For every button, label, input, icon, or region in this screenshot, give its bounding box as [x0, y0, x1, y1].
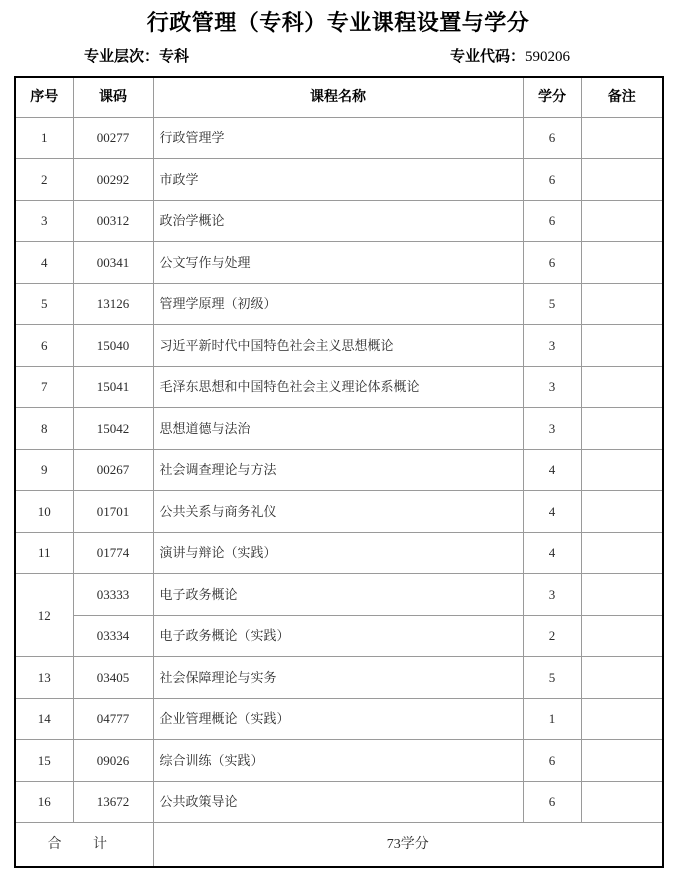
- major-code-field: [450, 46, 570, 68]
- cell-name: 行政管理学: [153, 117, 523, 159]
- cell-credit: 4: [523, 449, 581, 491]
- cell-credit: 5: [523, 283, 581, 325]
- cell-credit: 4: [523, 491, 581, 533]
- cell-code: 09026: [73, 740, 153, 782]
- cell-code: 00292: [73, 159, 153, 201]
- column-header-name: 课程名称: [153, 77, 523, 117]
- cell-index: 4: [15, 242, 73, 284]
- cell-credit: 2: [523, 615, 581, 657]
- cell-index: 5: [15, 283, 73, 325]
- cell-name: 习近平新时代中国特色社会主义思想概论: [153, 325, 523, 367]
- column-header-index: 序号: [15, 77, 73, 117]
- cell-name: 毛泽东思想和中国特色社会主义理论体系概论: [153, 366, 523, 408]
- major-level-label: 专业层次：: [84, 49, 160, 65]
- cell-index: 9: [15, 449, 73, 491]
- cell-index: 2: [15, 159, 73, 201]
- table-row: [15, 200, 663, 242]
- major-level-field: [84, 46, 189, 68]
- cell-code: 01701: [73, 491, 153, 533]
- cell-credit: 6: [523, 242, 581, 284]
- table-row: [15, 242, 663, 284]
- cell-credit: 6: [523, 117, 581, 159]
- cell-remark: [581, 491, 663, 533]
- cell-code: 03334: [73, 615, 153, 657]
- cell-remark: [581, 698, 663, 740]
- table-header-row: [15, 77, 663, 117]
- cell-credit: 3: [523, 408, 581, 450]
- cell-index: 1: [15, 117, 73, 159]
- cell-remark: [581, 449, 663, 491]
- cell-name: 社会调查理论与方法: [153, 449, 523, 491]
- cell-remark: [581, 117, 663, 159]
- cell-name: 市政学: [153, 159, 523, 201]
- column-header-code: 课码: [73, 77, 153, 117]
- cell-code: 13126: [73, 283, 153, 325]
- cell-remark: [581, 283, 663, 325]
- cell-code: 00277: [73, 117, 153, 159]
- course-table-foot: [15, 823, 663, 867]
- table-row: [15, 449, 663, 491]
- cell-remark: [581, 242, 663, 284]
- table-row: [15, 366, 663, 408]
- cell-remark: [581, 159, 663, 201]
- cell-name: 思想道德与法治: [153, 408, 523, 450]
- cell-index: 8: [15, 408, 73, 450]
- cell-remark: [581, 200, 663, 242]
- cell-index: 13: [15, 657, 73, 699]
- cell-code: 00341: [73, 242, 153, 284]
- cell-credit: 6: [523, 740, 581, 782]
- cell-code: 15042: [73, 408, 153, 450]
- cell-index: 10: [15, 491, 73, 533]
- cell-remark: [581, 532, 663, 574]
- table-row: [15, 283, 663, 325]
- cell-name: 政治学概论: [153, 200, 523, 242]
- cell-index: 11: [15, 532, 73, 574]
- cell-remark: [581, 408, 663, 450]
- cell-credit: 6: [523, 200, 581, 242]
- cell-code: 15040: [73, 325, 153, 367]
- cell-credit: 4: [523, 532, 581, 574]
- cell-index: 7: [15, 366, 73, 408]
- major-level-value: 专科: [159, 49, 190, 65]
- table-row: [15, 740, 663, 782]
- table-row: [15, 117, 663, 159]
- table-row: [15, 781, 663, 823]
- cell-name: 电子政务概论: [153, 574, 523, 616]
- column-header-credit: 学分: [523, 77, 581, 117]
- cell-name: 公共关系与商务礼仪: [153, 491, 523, 533]
- table-row: [15, 408, 663, 450]
- cell-code: 00312: [73, 200, 153, 242]
- course-table-body: [15, 117, 663, 823]
- cell-credit: 3: [523, 574, 581, 616]
- course-table-container: [14, 76, 662, 868]
- page-title: 行政管理（专科）专业课程设置与学分: [146, 10, 530, 35]
- cell-remark: [581, 366, 663, 408]
- cell-name: 公文写作与处理: [153, 242, 523, 284]
- table-row: [15, 159, 663, 201]
- cell-remark: [581, 657, 663, 699]
- cell-name: 电子政务概论（实践）: [153, 615, 523, 657]
- table-row: [15, 532, 663, 574]
- major-code-label: 专业代码：: [450, 49, 526, 65]
- table-row: [15, 657, 663, 699]
- course-table: [14, 76, 664, 868]
- cell-index: 16: [15, 781, 73, 823]
- table-row: [15, 491, 663, 533]
- cell-code: 03405: [73, 657, 153, 699]
- cell-code: 00267: [73, 449, 153, 491]
- cell-code: 01774: [73, 532, 153, 574]
- total-value: 73学分: [153, 823, 663, 867]
- cell-remark: [581, 615, 663, 657]
- cell-credit: 1: [523, 698, 581, 740]
- cell-index: 3: [15, 200, 73, 242]
- cell-remark: [581, 740, 663, 782]
- table-row: [15, 615, 663, 657]
- cell-remark: [581, 781, 663, 823]
- cell-index: 15: [15, 740, 73, 782]
- cell-name: 综合训练（实践）: [153, 740, 523, 782]
- cell-credit: 6: [523, 159, 581, 201]
- cell-code: 04777: [73, 698, 153, 740]
- cell-credit: 3: [523, 366, 581, 408]
- cell-code: 03333: [73, 574, 153, 616]
- table-row: [15, 325, 663, 367]
- table-row: [15, 698, 663, 740]
- cell-name: 企业管理概论（实践）: [153, 698, 523, 740]
- cell-name: 管理学原理（初级）: [153, 283, 523, 325]
- cell-remark: [581, 574, 663, 616]
- cell-index: 14: [15, 698, 73, 740]
- cell-code: 15041: [73, 366, 153, 408]
- cell-credit: 6: [523, 781, 581, 823]
- cell-code: 13672: [73, 781, 153, 823]
- cell-remark: [581, 325, 663, 367]
- cell-credit: 3: [523, 325, 581, 367]
- major-code-value: 590206: [525, 49, 571, 65]
- course-table-head: [15, 77, 663, 117]
- document-meta-row: [0, 44, 676, 74]
- table-row: [15, 574, 663, 616]
- cell-name: 公共政策导论: [153, 781, 523, 823]
- cell-name: 社会保障理论与实务: [153, 657, 523, 699]
- cell-index: 6: [15, 325, 73, 367]
- column-header-remark: 备注: [581, 77, 663, 117]
- total-row: [15, 823, 663, 867]
- cell-credit: 5: [523, 657, 581, 699]
- cell-name: 演讲与辩论（实践）: [153, 532, 523, 574]
- total-label: 合 计: [15, 823, 153, 867]
- cell-index: 12: [15, 574, 73, 657]
